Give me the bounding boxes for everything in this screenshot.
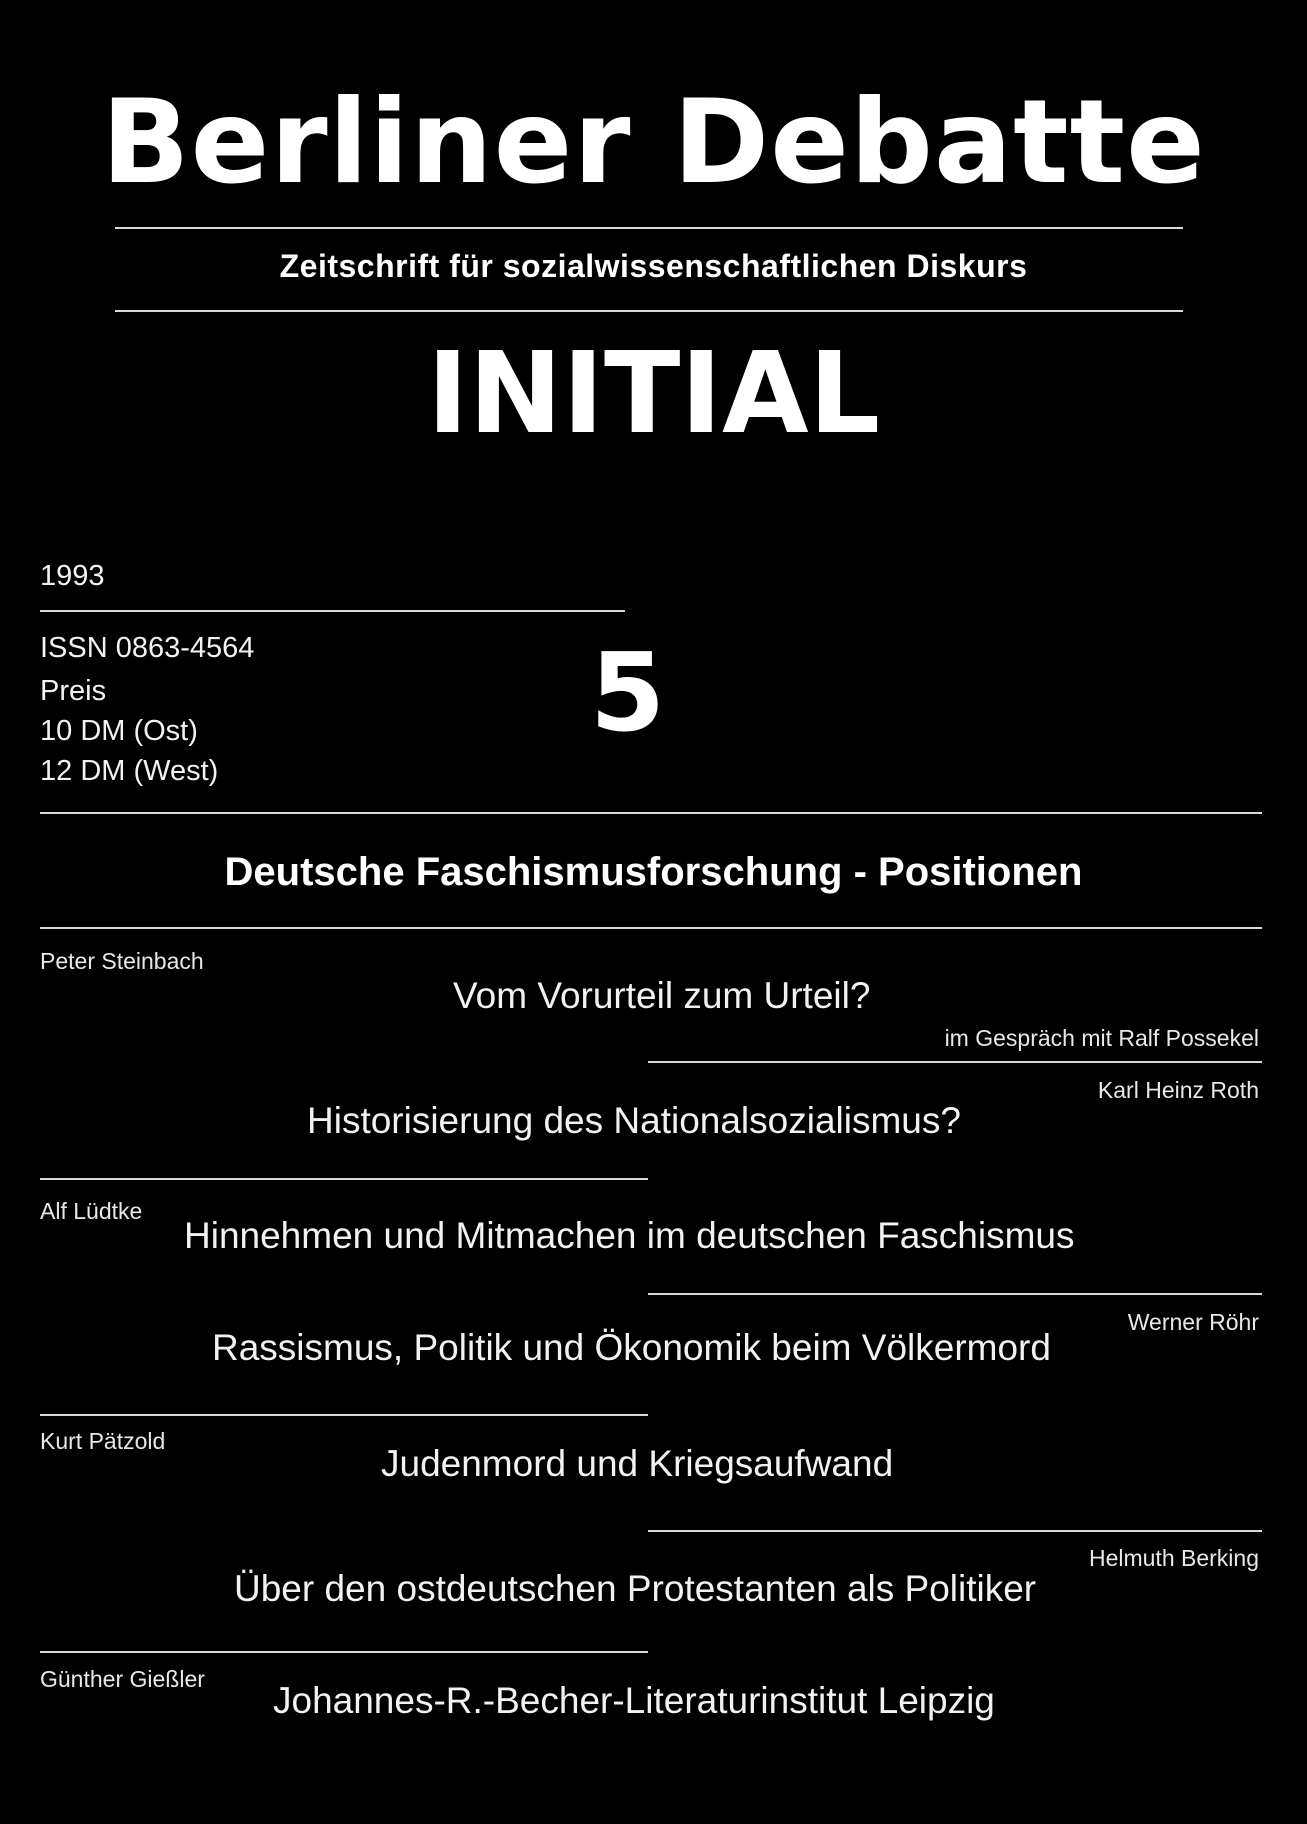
- price-east: 10 DM (Ost): [40, 715, 198, 747]
- issn: ISSN 0863-4564: [40, 632, 255, 664]
- divider: [40, 812, 1262, 814]
- divider: [115, 227, 1183, 229]
- price-west: 12 DM (West): [40, 755, 219, 787]
- subtitle: Zeitschrift für sozialwissenschaftlichen Diskurs: [279, 248, 1028, 284]
- article-title: Judenmord und Kriegsaufwand: [381, 1443, 894, 1484]
- article-note: im Gespräch mit Ralf Possekel: [944, 1025, 1259, 1051]
- divider: [648, 1293, 1262, 1295]
- article-author: Karl Heinz Roth: [1097, 1077, 1259, 1103]
- divider: [40, 1651, 648, 1653]
- price-label: Preis: [40, 675, 107, 707]
- article-title: Rassismus, Politik und Ökonomik beim Völkermord: [212, 1327, 1051, 1368]
- article-author: Peter Steinbach: [40, 948, 204, 974]
- article-title: Hinnehmen und Mitmachen im deutschen Faschismus: [184, 1215, 1075, 1256]
- divider: [648, 1530, 1262, 1532]
- article-title: Historisierung des Nationalsozialismus?: [307, 1100, 961, 1141]
- issue-theme: Deutsche Faschismusforschung - Positionen: [224, 850, 1083, 894]
- year: 1993: [40, 560, 105, 592]
- article-title: Über den ostdeutschen Protestanten als Politiker: [234, 1568, 1037, 1609]
- article-author: Günther Gießler: [40, 1666, 205, 1692]
- divider: [40, 1178, 648, 1180]
- series-title: INITIAL: [426, 329, 881, 459]
- article-title: Vom Vorurteil zum Urteil?: [453, 975, 871, 1016]
- article-title: Johannes-R.-Becher-Literaturinstitut Leipzig: [273, 1680, 995, 1721]
- article-author: Helmuth Berking: [1088, 1545, 1259, 1571]
- issue-number: 5: [590, 631, 666, 756]
- divider: [40, 1414, 648, 1416]
- masthead-title: Berliner Debatte: [101, 75, 1206, 210]
- article-author: Werner Röhr: [1127, 1309, 1259, 1335]
- divider: [115, 310, 1183, 312]
- divider: [648, 1061, 1262, 1063]
- divider: [40, 610, 625, 612]
- article-author: Kurt Pätzold: [40, 1428, 166, 1454]
- article-author: Alf Lüdtke: [40, 1198, 143, 1224]
- divider: [40, 927, 1262, 929]
